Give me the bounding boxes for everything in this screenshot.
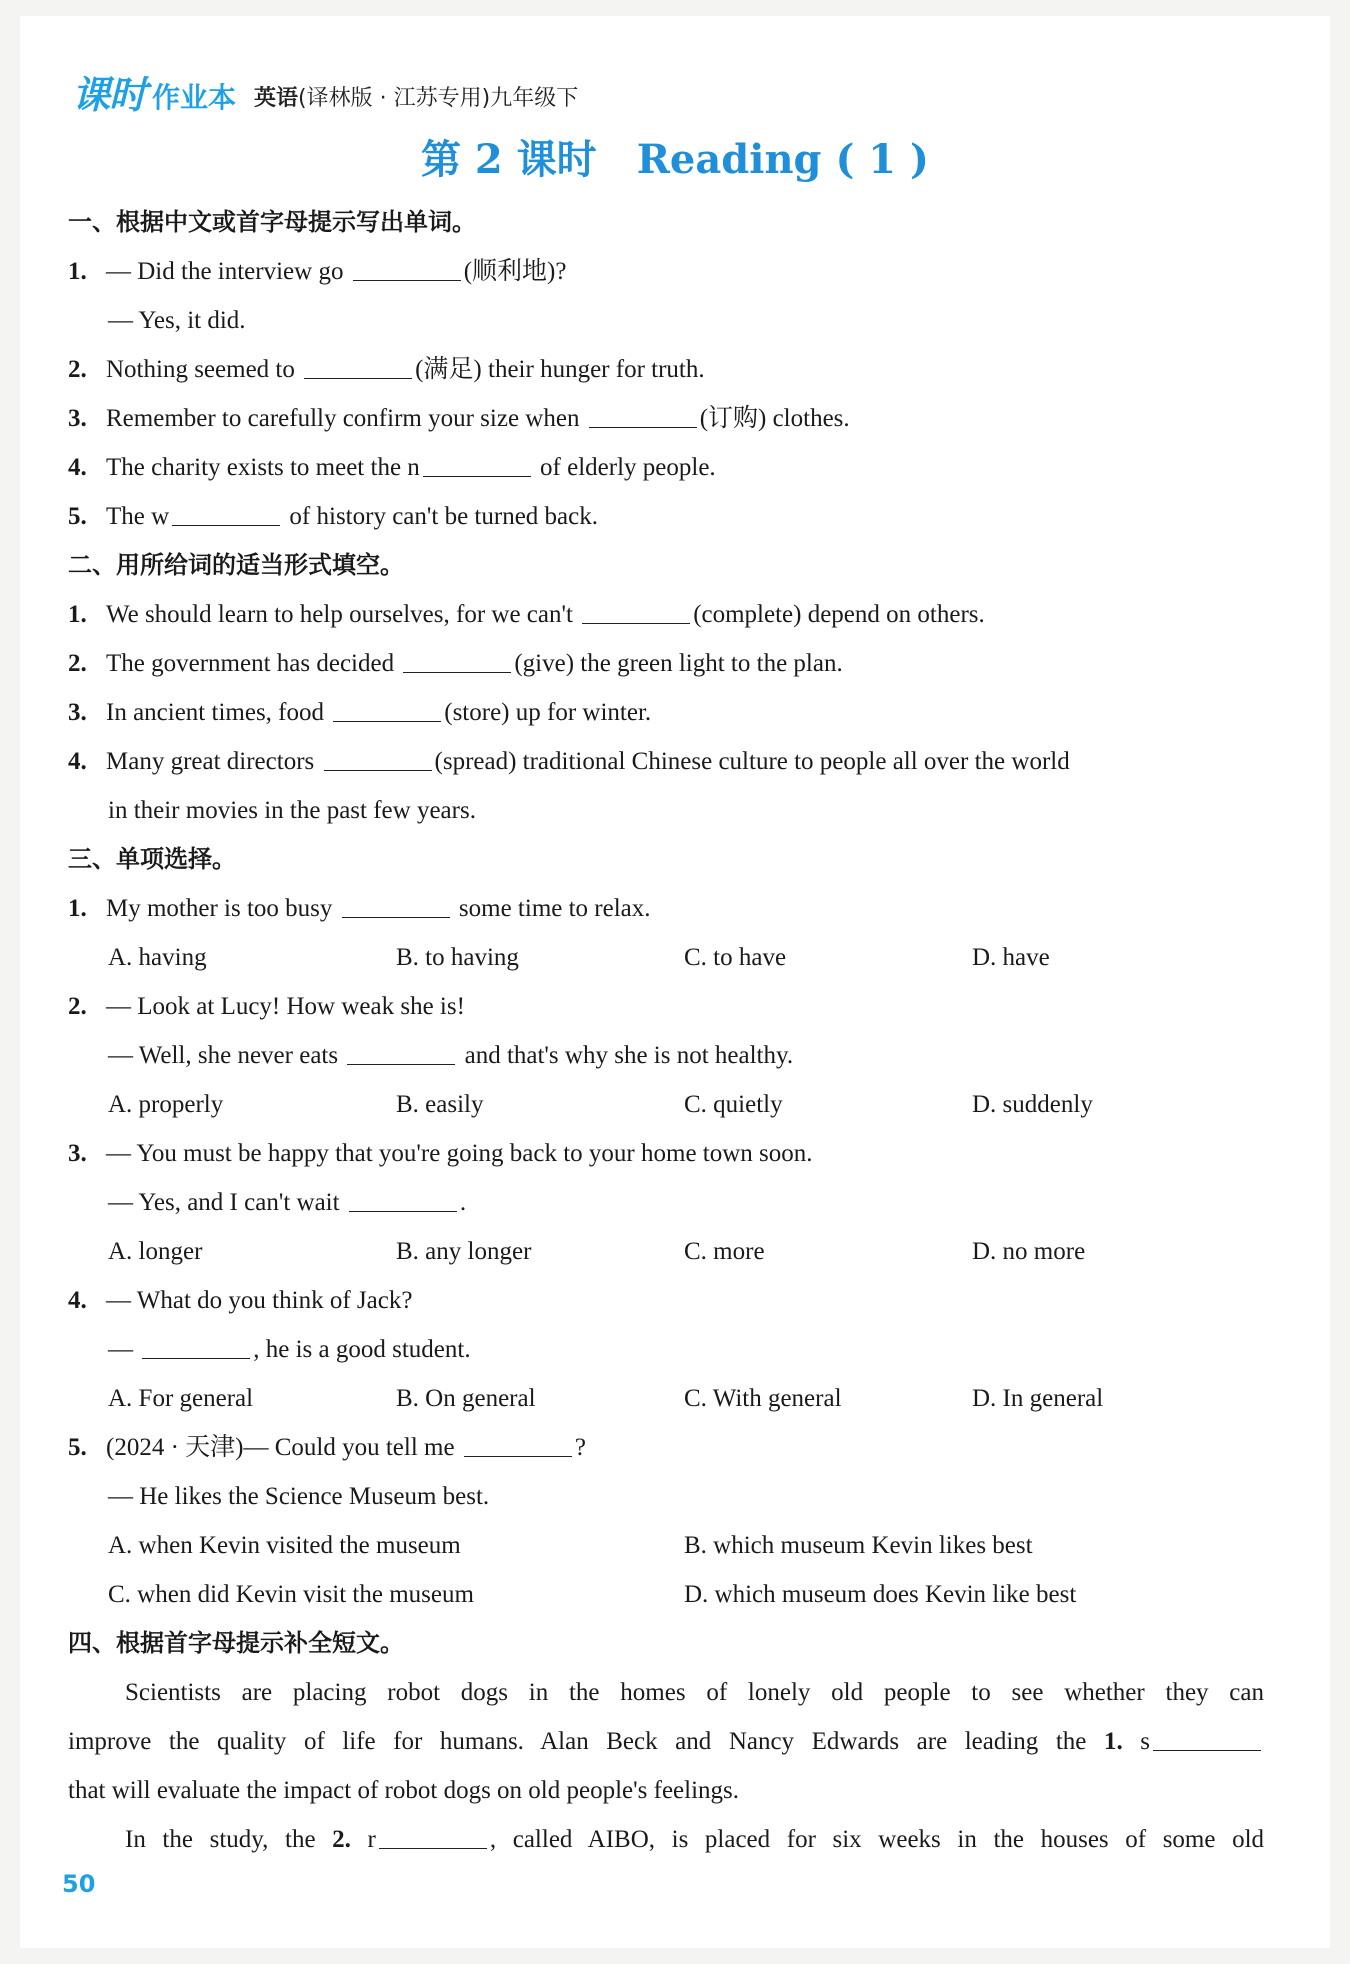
question-text: of elderly people.: [540, 454, 716, 481]
sec3-question-2-options: [68, 1080, 1264, 1129]
sec2-question-2: [68, 639, 1264, 688]
answer-blank[interactable]: [333, 691, 441, 722]
question-number: 3.: [68, 1140, 87, 1167]
answer-blank[interactable]: [464, 1426, 572, 1457]
question-text: We should learn to help ourselves, for we can't: [106, 601, 573, 628]
option-c[interactable]: C. quietly: [684, 1091, 783, 1118]
question-text: — You must be happy that you're going back to your home town soon.: [106, 1140, 813, 1167]
book-info: [254, 84, 578, 114]
option-a[interactable]: A. properly: [108, 1091, 224, 1118]
question-number: 4.: [68, 748, 87, 775]
option-d[interactable]: D. suddenly: [972, 1091, 1093, 1118]
question-text: ?: [574, 1434, 586, 1461]
passage-text: , called AIBO, is placed for six weeks in the houses of some old: [489, 1826, 1265, 1853]
question-text: My mother is too busy: [106, 895, 333, 922]
sec2-question-1: [68, 590, 1264, 639]
sec3-question-5-reply: — He likes the Science Museum best.: [108, 1483, 490, 1510]
question-number: 4.: [68, 454, 87, 481]
sec1-question-2: [68, 345, 1264, 394]
question-text: (give) the green light to the plan.: [514, 650, 843, 677]
question-text: In ancient times, food: [106, 699, 324, 726]
answer-blank[interactable]: [342, 887, 450, 918]
option-b[interactable]: B. to having: [396, 944, 519, 971]
answer-blank[interactable]: [353, 250, 461, 281]
answer-blank[interactable]: [324, 740, 432, 771]
sec3-question-1-options: [68, 933, 1264, 982]
passage-line-3: that will evaluate the impact of robot dogs on old people's feelings.: [68, 1777, 740, 1804]
lesson-title-cn: 第 2 课时: [421, 136, 597, 183]
question-text: (store) up for winter.: [444, 699, 652, 726]
option-d[interactable]: D. In general: [972, 1385, 1104, 1412]
sec1-question-3: [68, 394, 1264, 443]
question-text: (顺利地)?: [463, 258, 567, 285]
question-text: and that's why she is not healthy.: [464, 1042, 794, 1069]
option-a[interactable]: A. when Kevin visited the museum: [108, 1532, 461, 1559]
question-number: 1.: [68, 895, 87, 922]
question-text: The government has decided: [106, 650, 395, 677]
question-text: of history can't be turned back.: [289, 503, 598, 530]
passage-line-1: Scientists are placing robot dogs in the homes of lonely old people to see whether they can: [125, 1679, 1264, 1706]
option-a[interactable]: A. having: [108, 944, 207, 971]
question-text: (订购) clothes.: [699, 405, 850, 432]
question-text: Nothing seemed to: [106, 356, 295, 383]
lesson-title-en: Reading ( 1 ): [636, 136, 929, 183]
sec3-question-3-reply: [68, 1178, 1264, 1227]
option-d[interactable]: D. no more: [972, 1238, 1086, 1265]
section-2-heading: 二、用所给词的适当形式填空。: [68, 551, 404, 579]
question-text: — Did the interview go: [106, 258, 344, 285]
section-3-heading: 三、单项选择。: [68, 845, 236, 873]
subject: 英语: [254, 86, 299, 111]
option-c[interactable]: C. to have: [684, 944, 787, 971]
question-text: , he is a good student.: [253, 1336, 471, 1363]
question-text: .: [459, 1189, 467, 1216]
sec3-question-4-options: [68, 1374, 1264, 1423]
sec3-question-4-reply: [68, 1325, 1264, 1374]
passage-line-4: [68, 1815, 1264, 1864]
question-text: — Yes, and I can't wait: [108, 1189, 340, 1216]
sec1-question-5: [68, 492, 1264, 541]
question-text: (2024 · 天津)— Could you tell me: [106, 1434, 455, 1461]
question-text: (spread) traditional Chinese culture to people all over the world: [434, 748, 1070, 775]
sec3-question-5-options-cd: [68, 1570, 1264, 1619]
option-b[interactable]: B. easily: [396, 1091, 484, 1118]
answer-blank[interactable]: [582, 593, 690, 624]
answer-blank[interactable]: [589, 397, 697, 428]
sec3-question-4: [68, 1276, 1264, 1325]
logo-text: 课时: [72, 73, 147, 117]
sec3-question-3-options: [68, 1227, 1264, 1276]
question-text: Remember to carefully confirm your size when: [106, 405, 580, 432]
sec2-question-3: [68, 688, 1264, 737]
option-c[interactable]: C. when did Kevin visit the museum: [108, 1581, 474, 1608]
question-text: — What do you think of Jack?: [106, 1287, 413, 1314]
question-number: 1.: [68, 601, 87, 628]
option-a[interactable]: A. longer: [108, 1238, 203, 1265]
question-number: 4.: [68, 1287, 87, 1314]
question-number: 1.: [68, 258, 87, 285]
question-text: some time to relax.: [458, 895, 651, 922]
answer-blank[interactable]: [142, 1328, 250, 1359]
passage-text: improve the quality of life for humans. Alan Beck and Nancy Edwards are leading the: [68, 1728, 1087, 1755]
initial-letter: r: [367, 1826, 376, 1853]
exercise-content: [68, 198, 1264, 1864]
question-number: 5.: [68, 503, 87, 530]
answer-blank[interactable]: [379, 1818, 487, 1849]
option-c[interactable]: C. more: [684, 1238, 765, 1265]
passage-line-2: [68, 1717, 1264, 1766]
question-number: 5.: [68, 1434, 87, 1461]
section-4-heading: 四、根据首字母提示补全短文。: [68, 1629, 404, 1657]
question-text: — Well, she never eats: [108, 1042, 339, 1069]
question-number: 2.: [68, 993, 87, 1020]
answer-blank[interactable]: [349, 1181, 457, 1212]
option-b[interactable]: B. which museum Kevin likes best: [684, 1532, 1033, 1559]
sec2-question-4: [68, 737, 1264, 786]
page-number: 50: [62, 1870, 96, 1898]
initial-letter: s: [1140, 1728, 1151, 1755]
question-text: — Look at Lucy! How weak she is!: [106, 993, 465, 1020]
brand-name: 作业本: [152, 81, 237, 114]
edition: (译林版 · 江苏专用)九年级下: [298, 86, 579, 111]
question-text: —: [108, 1336, 133, 1363]
sec3-question-2: [68, 982, 1264, 1031]
sec3-question-2-reply: [68, 1031, 1264, 1080]
sec1-question-1-reply: — Yes, it did.: [108, 307, 246, 334]
question-text: The charity exists to meet the n: [106, 454, 420, 481]
answer-blank[interactable]: [1153, 1720, 1261, 1751]
book-header: [72, 70, 579, 117]
question-number: 3.: [68, 405, 87, 432]
sec3-question-1: [68, 884, 1264, 933]
blank-number: 2.: [332, 1826, 351, 1853]
sec3-question-5-options-ab: [68, 1521, 1264, 1570]
question-text: Many great directors: [106, 748, 315, 775]
lesson-title: [0, 128, 1350, 185]
question-number: 2.: [68, 650, 87, 677]
option-b[interactable]: B. On general: [396, 1385, 536, 1412]
blank-number: 1.: [1103, 1728, 1123, 1755]
question-number: 3.: [68, 699, 87, 726]
answer-blank[interactable]: [347, 1034, 455, 1065]
option-d[interactable]: D. which museum does Kevin like best: [684, 1581, 1077, 1608]
option-b[interactable]: B. any longer: [396, 1238, 532, 1265]
sec1-question-4: [68, 443, 1264, 492]
option-c[interactable]: C. With general: [684, 1385, 842, 1412]
passage-text: In the study, the: [125, 1826, 316, 1853]
question-text: (满足) their hunger for truth.: [415, 356, 705, 383]
answer-blank[interactable]: [403, 642, 511, 673]
brand-logo: [72, 73, 237, 117]
option-a[interactable]: A. For general: [108, 1385, 254, 1412]
answer-blank[interactable]: [172, 495, 280, 526]
sec2-question-4-continued: in their movies in the past few years.: [108, 797, 476, 824]
option-d[interactable]: D. have: [972, 944, 1050, 971]
question-text: (complete) depend on others.: [693, 601, 985, 628]
sec1-question-1: [68, 247, 1264, 296]
section-1-heading: 一、根据中文或首字母提示写出单词。: [68, 208, 476, 236]
question-number: 2.: [68, 356, 87, 383]
answer-blank[interactable]: [304, 348, 412, 379]
question-text: The w: [106, 503, 170, 530]
sec3-question-3: [68, 1129, 1264, 1178]
sec3-question-5: [68, 1423, 1264, 1472]
answer-blank[interactable]: [423, 446, 531, 477]
